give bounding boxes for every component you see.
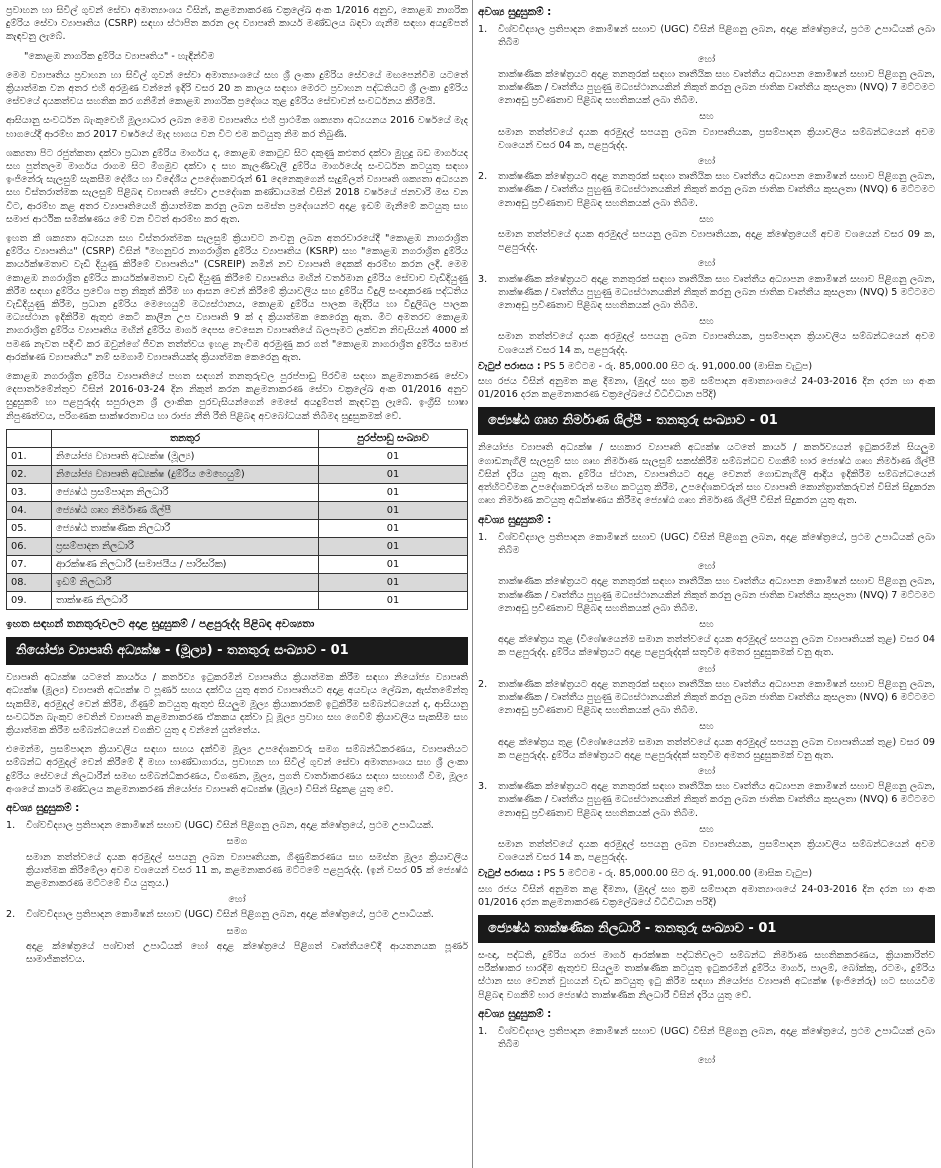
row-number: 02. xyxy=(7,465,52,483)
table-row xyxy=(7,447,468,465)
qualifications-title: අවශ්‍ය සුදුසුකම් : xyxy=(478,6,552,18)
connector-or: හෝ xyxy=(697,1055,716,1067)
row-post: ජ්‍යෙෂ්ඨ ගෘහ නිර්මාණ ශිල්පී xyxy=(52,501,319,519)
row-number: 08. xyxy=(7,573,52,591)
row-number: 06. xyxy=(7,537,52,555)
qualification-text: තාක්ෂණික ක්ෂේත්‍රයට අදාළ තනතුරක් සඳහා තෘතීයික සහ වෘත්තීය අධ්‍යාපන කොමිෂන් සභාව පිළිගනු ලබන, තාක්ෂණික / වෘත්තීය පුහුණු මධ්‍යස්ථානයකින් නිකුත් කරනු ලබන ජාතික වෘත්තීය කුසලතා (NVQ) 6 මට්ටමට නොඅඩු ප්‍රවීණතාව පිළිබඳ සහතිකයක් ලබා තිබීම. xyxy=(498,781,935,819)
post-banner-senior-architect: ජ්‍යෙෂ්ඨ ගෘහ නිර්මාණ ශිල්පී - තනතුරු සංඛ්‍යාව - 01 xyxy=(478,407,935,435)
row-count: 01 xyxy=(319,465,468,483)
column-divider xyxy=(472,0,473,1168)
connector-or: හෝ xyxy=(697,258,716,270)
qualification-nvq: තාක්ෂණික ක්ෂේත්‍රයට අදාළ තනතුරක් සඳහා තෘතීයික සහ වෘත්තීය අධ්‍යාපන කොමිෂන් සභාව පිළිගනු ලබන, තාක්ෂණික / වෘත්තීය පුහුණු මධ්‍යස්ථානයකින් නිකුත් කරනු ලබන ජාතික වෘත්තීය කුසලතා (NVQ) 7 මට්ටමට නොඅඩු ප්‍රවීණතාව පිළිබඳ සහතිකයක් ලබා තිබීම. xyxy=(498,576,935,614)
item-number: 2. xyxy=(6,909,16,921)
row-count: 01 xyxy=(319,555,468,573)
connector-or: හෝ xyxy=(697,561,716,573)
table-row xyxy=(7,537,468,555)
connector-and: සහ xyxy=(699,618,714,630)
item-number: 1. xyxy=(6,820,16,832)
duties-paragraph: නියෝජ්‍ය ව්‍යාපෘති අධ්‍යක්ෂ / සහකාර ව්‍යාපෘති අධ්‍යක්ෂ යටතේ කාර්ය / කර්තව්‍යයන් ඉටුකරමින් සියලුම ගොඩනැගිලි සැලසුම් සහ ගෘහ නිර්මාණ සැලසුම් සකස්කිරීම සම්බන්ධව වගකීම් භාර ජ්‍යෙෂ්ඨ ගෘහ නිර්මාණ ශිල්පී විසින් දැරිය යුතු ඇත. දුම්රිය ස්ථාන, ව්‍යාපෘතියට අදාළ වෙනත් ගොඩනැගිලි ආදිය ඉදිකිරීම සම්බන්ධයෙන් අත්හිටවීමක උපදේශකවරුන් සමඟ කටයුතු කිරීම, උපදේශකවරුන් සහ ව්‍යාපෘති කොන්ත්‍රාත්කරුවන් විසින් සිදුකරන ගෘහ නිර්මාණ කටයුතු අධීක්ෂණය කිරීමද ජ්‍යෙෂ්ඨ ගෘහ නිර්මාණ ශිල්පී විසින් සිදුකරන යුතු ඇත. xyxy=(478,442,935,507)
qualification-experience: සමාන තත්ත්වයේ දායක අරමුදල් සපයනු ලබන ව්‍යාපෘතියක, ප්‍රසම්පාදන ක්‍රියාවලිය සම්බන්ධයෙන් අවම වශයෙන් වසර 14 ක, පළපුරුද්ද. xyxy=(498,331,935,356)
qualification-experience: සමාන තත්ත්වයේ දායක අරමුදල් සපයනු ලබන ව්‍යාපෘතියක, අදාළ ක්ෂේත්‍රයෙහි අවම වශයෙන් වසර 09 ක, පළපුරුද්ද. xyxy=(498,229,935,254)
connector-or: හෝ xyxy=(697,156,716,168)
row-count: 01 xyxy=(319,519,468,537)
row-post: ජ්‍යෙෂ්ඨ ප්‍රසම්පාදන නිලධාරී xyxy=(52,483,319,501)
post-banner-deputy-director-finance: නියෝජ්‍ය ව්‍යාපෘති අධ්‍යක්ෂ - (මූල්‍ය) - තනතුරු සංඛ්‍යාව - 01 xyxy=(6,637,468,665)
qualification-item xyxy=(6,908,468,921)
table-row xyxy=(7,591,468,609)
row-post: ආරක්ෂණ නිලධාරී (සමාජයීය / පාරිසරික) xyxy=(52,555,319,573)
row-number: 04. xyxy=(7,501,52,519)
intro-paragraph: ප්‍රවාහන හා සිවිල් ගුවන් සේවා අමාත්‍යාංශය විසින්, කළමනාකරණ චක්‍රලේඛ අංක 1/2016 අනුව, කොළඹ නාගරික දුම්රිය සේවා ව්‍යාපෘතිය (CSRP) සඳහා ස්ථාපිත කරන ලද ව්‍යාපෘති කාර්ය මණ්ඩලය බඳවා ගැනීම සඳහා අයදුම්පත් කැඳවනු ලැබේ. xyxy=(6,5,468,43)
connector-or: හෝ xyxy=(697,765,716,777)
qualification-experience: සමාන තත්ත්වයේ දායක අරමුදල් සපයනු ලබන ව්‍යාපෘතියක, ගිණුම්කරණය සහ සමස්ත මූල්‍ය ක්‍රියාවලිය ක්‍රියාත්මක කිරීමේලා අවම වශයෙන් වසර 11 ක, කළමනාකරණ මට්ටමේ පළපුරුද්ද. (ඉන් වසර 05 ක් ජ්‍යෙෂ්ඨ කළමනාකරණ මට්ටමේ විය යුතුය.) xyxy=(26,851,468,889)
qualification-item xyxy=(478,678,935,718)
qualification-item xyxy=(478,531,935,557)
salary-line xyxy=(478,360,935,373)
header-number xyxy=(7,429,52,447)
vacancy-table-header xyxy=(7,429,468,447)
qualification-experience: සමාන තත්ත්වයේ දායක අරමුදල් සපයනු ලබන ව්‍යාපෘතියක, ප්‍රසම්පාදන ක්‍රියාවලිය සම්බන්ධයෙන් අවම වශයෙන් වසර 04 ක, පළපුරුද්ද. xyxy=(498,126,935,151)
table-row xyxy=(7,501,468,519)
row-count: 01 xyxy=(319,501,468,519)
connector-and: සහ xyxy=(699,721,714,733)
item-number: 1. xyxy=(478,531,488,543)
row-post: ජ්‍යෙෂ්ඨ තාක්ෂණික නිලධාරී xyxy=(52,519,319,537)
table-row xyxy=(7,555,468,573)
item-number: 1. xyxy=(478,1026,488,1037)
new-projects-paragraph: ඉහත කී ශක්‍යතා අධ්‍යයන සහ විස්තරාත්මක සැලසුම් ක්‍රියාවට නංවනු ලබන අතරවාරයේදී "කොළඹ නාගරාශ්‍රිත දුම්රිය ව්‍යාපෘතිය" (CSRP) විසින් "මහනුවර නාගරාශ්‍රිත දුම්රිය ව්‍යාපෘතිය (KSRP) සහ "කොළඹ නගරාශ්‍රිත දුම්රිය කාර්යක්ෂමතාව වැඩි දියුණු කිරීමේ ව්‍යාපෘතිය" (CSREIP) නමින් නව ව්‍යාපෘති දෙකක් ආරම්භ කරන ලදී. මෙම කොළඹ නගරාශ්‍රිත දුම්රිය කාර්යක්ෂමතාව වැඩි දියුණු කිරීමේ ව්‍යාපෘතිය මඟින් වර්තමාන දුම්රිය සේවාව වැඩිදියුණු කිරීම සඳහා දුම්රිය ප්‍රවේශ පත්‍ර නිකුත් කිරීම හා ආසන වෙන් කිරීමේ ක්‍රියාවලිය සහ දුම්රිය විදුලි සංඥාකරණ පද්ධතිය වැඩිදියුණු කිරීම, ප්‍රධාන දුම්රිය මෙහෙයුම් මධ්‍යස්ථානය, කොළඹ දුම්රිය පාලක මැදිරිය හා විදුලිබල පාලක මධ්‍යස්ථාන ඉදිකිරීම ඇතුළු කෙටි කාලීන උප ව්‍යාපෘති 9 ක් ද ක්‍රියාත්මක කෙරෙනු ඇත. මීට අමතරව කොළඹ නාගරාශ්‍රිත දුම්රිය ව්‍යාපෘතිය මඟින් දුම්රිය මාර්ග දෙපස වෙසෙන ව්‍යාපෘතියේ බලපෑමට ලක්වන නිවැසියන් 4000 ක් පමණ නැවත පදිංචි කර ඔවුන්ගේ ජීවන තත්ත්වය ඉහළ නැංවීම අරමුණු කර ගත් "කොළඹ නාගරාශ්‍රිත දුම්රිය සමාජ ආරක්ෂණ ව්‍යාපෘතිය" නම් සමගාමී ව්‍යාපෘතියක්ද ක්‍රියාත්මක කෙරෙනු ඇත. xyxy=(6,233,468,363)
salary-note: සහ රජය විසින් අනුමත කළ දීමනා, (මුදල් සහ ක්‍රම සම්පාදන අමාත්‍යාංශයේ 24-03-2016 දින දරන හා අංක 01/2016 දරන කළමනාකරණ චක්‍රලේඛයේ විධිවිධාන පරිදි) xyxy=(478,376,935,401)
salary-label: වැටුප් පරාසය : xyxy=(478,360,541,372)
row-post: ප්‍රසම්පාදන නිලධාරී xyxy=(52,537,319,555)
qualification-item xyxy=(478,170,935,210)
connector-or: හෝ xyxy=(697,663,716,675)
requirements-heading: ඉහත සඳහන් තනතුරුවලට අදාළ සුදුසුකම් / පළපුරුද්ද පිළිබඳ අවශ්‍යතා xyxy=(6,617,315,630)
table-row xyxy=(7,465,468,483)
qualification-item xyxy=(478,273,935,313)
row-post: නියෝජ්‍ය ව්‍යාපෘති අධ්‍යක්ෂ (මූල්‍ය) xyxy=(52,447,319,465)
connector-or: හෝ xyxy=(228,894,246,906)
item-number: 3. xyxy=(478,781,488,793)
right-column xyxy=(478,4,935,1070)
qualifications-title: අවශ්‍ය සුදුසුකම් : xyxy=(478,513,552,526)
qualification-text: තාක්ෂණික ක්ෂේත්‍රයට අදාළ තනතුරක් සඳහා තෘතීයික සහ වෘත්තීය අධ්‍යාපන කොමිෂන් සභාව පිළිගනු ලබන, තාක්ෂණික / වෘත්තීය පුහුණු මධ්‍යස්ථානයකින් නිකුත් කරනු ලබන ජාතික වෘත්තීය කුසලතා (NVQ) 5 මට්ටමට නොඅඩු ප්‍රවීණතාව පිළිබඳ සහතිකයක් ලබා තිබීම. xyxy=(498,273,935,312)
salary-note: සහ රජය විසින් අනුමත කළ දීමනා, (මුදල් සහ ක්‍රම සම්පාදන අමාත්‍යාංශයේ 24-03-2016 දින දරන හා අංක 01/2016 දරන කළමනාකරණ චක්‍රලේඛයේ විධිවිධාන පරිදි) xyxy=(478,883,935,908)
salary-value: PS 5 මට්ටම - රු. 85,000.00 සිට රු. 91,000.00 (මාසික වැටුප) xyxy=(543,360,813,372)
row-number: 03. xyxy=(7,483,52,501)
item-number: 2. xyxy=(478,171,488,183)
qualification-experience: අදාළ ක්ෂේත්‍රය තුළ (විශේෂයෙන්ම සමාන තත්ත්වයේ දායක අරමුදල් සපයනු ලබන ව්‍යාපෘතියක් තුළ) වසර 04 ක පළපුරුද්ද. දුම්රිය ක්ෂේත්‍රයට අදාළ පළපුරුද්දක් සතුවීම අමතර සුදුසුකමක් වනු ඇත. xyxy=(498,634,935,659)
table-row xyxy=(7,519,468,537)
connector-and: සහ xyxy=(699,823,714,835)
qualification-item xyxy=(6,819,468,832)
row-post: තාක්ෂණ නිලධාරී xyxy=(52,591,319,609)
item-number: 2. xyxy=(478,678,488,690)
duties-paragraph: ව්‍යාපෘති අධ්‍යක්ෂ යටතේ කාර්යය / කර්තව්‍ය ඉටුකරමින් ව්‍යාපෘතිය ක්‍රියාත්මක කිරීම සඳහා නියෝජ්‍ය ව්‍යාපෘති අධ්‍යක්ෂ (මූල්‍ය) ව්‍යාපෘති අධ්‍යක්ෂ ට පූර්ණ සහය දක්වීය යුතු අතර ව්‍යාපෘතියට අදාළ අයවැය ලේඛන, ඇස්තමේන්තු සැකසීම, අරමුදල් වෙන් කිරීම, ගිණුම් කටයුතු ඇතුළු සියලුම මූල්‍ය ක්‍රියාකාරකම් ඉටුකිරීම සම්බන්ධයෙන් ද, ආසියානු සංවර්ධන බැංකුව වෙතින් ව්‍යාපෘති කළමනාකරණ ඒකකය දක්වා වූ මූල්‍ය ප්‍රවාහ සහ ගෙවීම් ක්‍රියාවලිය සැකසීම සහ ක්‍රියාත්මක කිරීම සම්බන්ධයෙන් වගකිව යුතු ද වන්නේ යුත්තේය. xyxy=(6,672,468,736)
salary-line xyxy=(478,867,935,880)
salary-value: PS 5 මට්ටම - රු. 85,000.00 සිට රු. 91,000.00 (මාසික වැටුප) xyxy=(543,868,813,880)
qualification-text: තාක්ෂණික ක්ෂේත්‍රයට අදාළ තනතුරක් සඳහා තෘතීයික සහ වෘත්තීය අධ්‍යාපන කොමිෂන් සභාව පිළිගනු ලබන, තාක්ෂණික / වෘත්තීය පුහුණු මධ්‍යස්ථානයකින් නිකුත් කරනු ලබන ජාතික වෘත්තීය කුසලතා (NVQ) 6 මට්ටමට නොඅඩු ප්‍රවීණතාව පිළිබඳ සහතිකයක් ලබා තිබීම. xyxy=(498,171,935,209)
row-count: 01 xyxy=(319,483,468,501)
qualification-text: විශ්වවිද්‍යාල ප්‍රතිපාදන කොමිෂන් සභාව (UGC) විසින් පිළිගනු ලබන, අදාළ ක්ෂේත්‍රයේ, ප්‍රථම උපාධියක් ලබා තිබීම xyxy=(498,24,935,49)
connector-and: සහ xyxy=(699,111,714,123)
scope-paragraph: ශක්‍යතා පිට රජුත්කතා දක්වා ප්‍රධාන දුම්රිය මාර්ගය ද, කොළඹ කොටුව සිට දකුණු කළුතර දක්වා මුහුදු බඩ මාර්ගයද සහ පුත්තලම මාර්ගය රාගම සිට මීගමුව දක්වා ද සහ කැලණිවැලි දුම්රිය මාර්ගයේද සංවර්ධන කටයුතු සඳහා ඉංජිනේරු සැලසුම් සැකසීම දේශීය හා විදේශීය උපදේශකවරුන් 61 දෙනෙකුගෙන් සැදුම්ලත් ව්‍යාපෘති ශක්‍යතා අධ්‍යයන සහ විස්තරාත්මක සැලසුම් පිළිබඳ ව්‍යාපෘති සේවා උපදේශක කණ්ඩායමක් විසින් 2018 වර්ෂයේ ජනවාරි මස වන විට, ආරම්භ කළ අතර ව්‍යාපෘතියෙහි ක්‍රියාත්මක කරනු ලබන සමස්ත ප්‍රදේශයන්ට අදාළ ඉඩම් මැනීමේ කටයුතු සහ සමාජ ආර්ථික සමීක්ෂණය මේ වන විටත් ආරම්භ කර ඇත. xyxy=(6,147,468,225)
row-post: ඉඩම් නිලධාරී xyxy=(52,573,319,591)
duties-paragraph-2: එමෙන්ම, ප්‍රසම්පාදන ක්‍රියාවලිය සඳහා සහය දක්වීම මූල්‍ය උපදේශකවරු සමග සම්බන්ධීකරණය, ව්‍යාපෘතියට සම්බන්ධ අරමුදල් වෙන් කිරීමේ දී මහා භාණ්ඩාගාරය, ප්‍රවාහන හා සිවිල් ගුවන් සේවා අමාත්‍යාංශය සහ ශ්‍රී ලංකා දුම්රිය සේවයේ නිලධාරීන් සමඟ සම්බන්ධීකරණය, විගණන, මූල්‍ය, ප්‍රගති වාර්තාකරණය සඳහා සහභාගී වීම, මූල්‍ය අංශයේ කාර්ය මණ්ඩලය කළමනාකරණ නියෝජ්‍ය ව්‍යාපෘති අධ්‍යක්ෂ (මූල්‍ය) විසින් සිදුකළ යුතු වේ. xyxy=(6,744,468,795)
row-count: 01 xyxy=(319,591,468,609)
row-count: 01 xyxy=(319,573,468,591)
item-number: 3. xyxy=(478,273,488,285)
qualification-item xyxy=(478,1025,935,1051)
connector-with: සමග xyxy=(226,836,248,848)
qualification-experience: සමාන තත්ත්වයේ දායක අරමුදල් සපයනු ලබන ව්‍යාපෘතියක, ප්‍රසම්පාදන ක්‍රියාවලිය සම්බන්ධයෙන් අවම වශයෙන් වසර 14 ක, පළපුරුද්ද. xyxy=(498,838,935,864)
qualification-item xyxy=(478,780,935,820)
post-banner-senior-technical-officer: ජ්‍යෙෂ්ඨ තාක්ෂණික නිලධාරී - තනතුරු සංඛ්‍යාව - 01 xyxy=(478,915,935,943)
qualifications-title: අවශ්‍ය සුදුසුකම් : xyxy=(6,801,80,814)
row-number: 05. xyxy=(7,519,52,537)
connector-and: සහ xyxy=(699,316,714,328)
row-count: 01 xyxy=(319,447,468,465)
header-count: පුරප්පාඩු සංඛ්‍යාව xyxy=(319,429,468,447)
duties-paragraph: සංඥා, පද්ධති, දුම්රිය ගරාජ මාර්ග ආරක්ෂක පද්ධතිවලට සම්බන්ධ නිර්මාණ සහතිකකරණය, ක්‍රියාකාරිත්ව පරීක්ෂාකර භාරදීම ඇතුළුව සියලුම තාක්ෂණික කටයුතු ඉටුකරමින් දුම්රිය මාර්ග, පාලම්, බෝක්කු, රටමං, දුම්රිය ස්ථාන සහ වෙනත් වුහයන් වැඩ කටයුතු ඉටු කිරීම සඳහා නියෝජ්‍ය ව්‍යාපෘති අධ්‍යක්ෂ (ඉංජිනේරු) හට සහයවීම පිළිබඳ වගකීම් භාර ජ්‍යෙෂ්ඨ තාක්ෂණික නිලධාරී විසින් දැරිය යුතු වේ. xyxy=(478,949,935,1001)
salary-label: වැටුප් පරාසය : xyxy=(478,868,541,880)
header-post: තනතුර xyxy=(52,429,319,447)
row-number: 01. xyxy=(7,447,52,465)
connector-or: හෝ xyxy=(697,53,716,65)
table-row xyxy=(7,483,468,501)
funding-paragraph: ආසියානු සංවර්ධන බැංකුවෙහි මූල්‍යාධාර ලබන මෙම ව්‍යාපෘතිය එහි ප්‍රාථමික ශක්‍යතා අධ්‍යයනය 2016 වර්ෂයේ මැද භාගයේදී ආරම්භ කර 2017 වර්ෂයේ මැද භාගය වන විට එම කටයුතු නිම කර තිබුණි. xyxy=(6,115,468,140)
qualification-text: විශ්වවිද්‍යාල ප්‍රතිපාදන කොමිෂන් සභාව (UGC) විසින් පිළිගනු ලබන, අදාළ ක්ෂේත්‍රයේ, ප්‍රථම උපාධියක්. xyxy=(26,909,434,921)
qualification-experience: අදාළ ක්ෂේත්‍රය තුළ (විශේෂයෙන්ම සමාන තත්ත්වයේ දායක අරමුදල් සපයනු ලබන ව්‍යාපෘතියක් තුළ) වසර 09 ක පළපුරුද්ද. දුම්රිය ක්ෂේත්‍රයට අදාළ පළපුරුද්දක් සතුවීම අමතර සුදුසුකමක් වනු ඇත. xyxy=(498,736,935,761)
project-overview-paragraph: මෙම ව්‍යාපෘතිය ප්‍රවාහන හා සිවිල් ගුවන් සේවා අමාත්‍යාංශයේ සහ ශ්‍රී ලංකා දුම්රිය සේවයේ මඟපෙන්වීම යටතේ ක්‍රියාත්මක වන අතර එහි අරමුණ වන්නේ ඉදිරි වසර 20 ක කාලය සඳහා මෙරට ප්‍රවාහන පද්ධතියට ශ්‍රී ලංකා දුම්රිය සේවයේ දායකත්වය සහතික කර ගනිමින් කොළඹ නාගරික ප්‍රදේශය තුළ දුම්රිය සේවාවන් සංවර්ධනය කිරීමයි. xyxy=(6,69,468,108)
qualification-text: තාක්ෂණික ක්ෂේත්‍රයට අදාළ තනතුරක් සඳහා තෘතීයික සහ වෘත්තීය අධ්‍යාපන කොමිෂන් සභාව පිළිගනු ලබන, තාක්ෂණික / වෘත්තීය පුහුණු මධ්‍යස්ථානයකින් නිකුත් කරනු ලබන ජාතික වෘත්තීය කුසලතා (NVQ) 6 මට්ටමට නොඅඩු ප්‍රවීණතාව පිළිබඳ සහතිකයක් ලබා තිබීම. xyxy=(498,678,935,717)
left-column xyxy=(6,4,468,969)
connector-and: සහ xyxy=(699,213,714,225)
row-post: නියෝජ්‍ය ව්‍යාපෘති අධ්‍යක්ෂ (දුම්රිය මෙහෙයුම්) xyxy=(52,465,319,483)
vacancy-call-paragraph: කොළඹ නගරාශ්‍රිත දුම්රිය ව්‍යාපෘතියේ පහත සඳහන් තනතුරුවල පුරප්පාඩු පිරවීම සඳහා කළමනාකරණ සේවා දෙපාර්තමේන්තුව විසින් 2016-03-24 දින නිකුත් කරන කළමනාකරණ සේවා චක්‍රලේඛ අංක 01/2016 අනුව සුදුසුකම් හා පළපුරුද්ද සපුරාලන ශ්‍රී ලාංකික පුරවැසියන්ගෙන් මෙසේ අයදුම්පත් කැඳවනු ලැබේ. ඉංග්‍රීසි භාෂා නිපුණත්වය, පරිගණක සාක්ෂරතාවය හා රාජ්‍ය නීති රීති පිළිබඳ අවබෝධයක් තිබීමද සුදුසුකමක් වේ. xyxy=(6,371,468,422)
vacancy-table xyxy=(6,429,468,610)
qualification-text: විශ්වවිද්‍යාල ප්‍රතිපාදන කොමිෂන් සභාව (UGC) විසින් පිළිගනු ලබන, අදාළ ක්ෂේත්‍රයේ, ප්‍රථම උපාධියක් ලබා තිබීම xyxy=(498,1026,935,1051)
qualification-text: විශ්වවිද්‍යාල ප්‍රතිපාදන කොමිෂන් සභාව (UGC) විසින් පිළිගනු ලබන, අදාළ ක්ෂේත්‍රයේ, ප්‍රථම උපාධියක් ලබා තිබීම xyxy=(498,531,935,556)
connector-with: සමග xyxy=(226,925,248,937)
qualifications-title: අවශ්‍ය සුදුසුකම් : xyxy=(478,1007,552,1020)
qualification-item xyxy=(478,23,935,49)
row-number: 09. xyxy=(7,591,52,609)
qualification-nvq: තාක්ෂණික ක්ෂේත්‍රයට අදාළ තනතුරක් සඳහා තෘතීයික සහ වෘත්තීය අධ්‍යාපන කොමිෂන් සභාව පිළිගනු ලබන, තාක්ෂණික / වෘත්තීය පුහුණු මධ්‍යස්ථානයකින් නිකුත් කරනු ලබන ජාතික වෘත්තීය කුසලතා (NVQ) 7 මට්ටමට නොඅඩු ප්‍රවීණතාව පිළිබඳ සහතිකයක් ලබා තිබීම. xyxy=(498,68,935,107)
qualification-text: විශ්වවිද්‍යාල ප්‍රතිපාදන කොමිෂන් සභාව (UGC) විසින් පිළිගනු ලබන, අදාළ ක්ෂේත්‍රයේ, ප්‍රථම උපාධියක්. xyxy=(26,820,434,832)
table-row xyxy=(7,573,468,591)
row-number: 07. xyxy=(7,555,52,573)
item-number: 1. xyxy=(478,24,488,36)
qualification-membership: අදාළ ක්ෂේත්‍රයේ පශ්චාත් උපාධියක් හෝ අදාළ ක්ෂේත්‍රයේ පිළිගත් වෘත්තීයවේදී ආයතනයක පූර්ණ සාමාජිකත්වය. xyxy=(26,940,468,965)
section-quote-heading: "කොළඹ නාගරික දුම්රිය ව්‍යාපෘතිය" - හැඳින්වීම xyxy=(24,50,215,62)
row-count: 01 xyxy=(319,537,468,555)
